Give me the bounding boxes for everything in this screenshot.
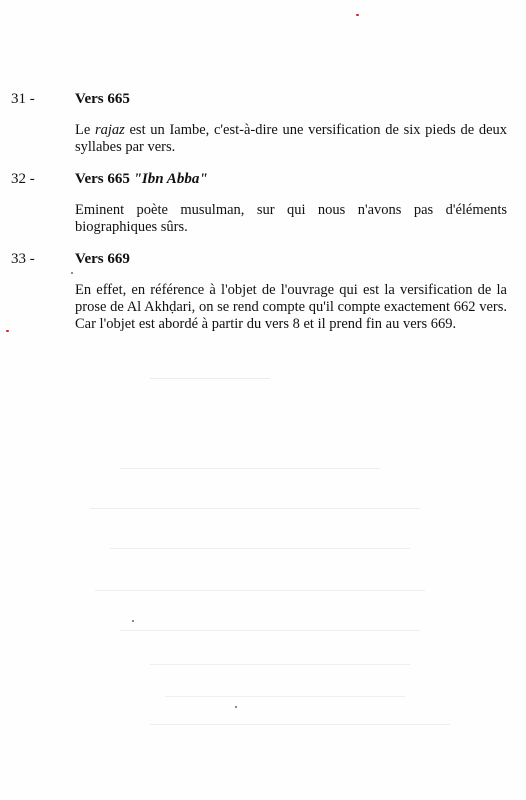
scan-dot — [235, 706, 237, 708]
scan-speck — [6, 330, 9, 332]
note-heading — [75, 170, 208, 188]
note-body — [75, 122, 507, 156]
note-number: 32 - — [11, 171, 35, 187]
bleed-through — [0, 360, 526, 800]
note-heading-text: Vers 665 — [75, 171, 134, 187]
scan-speck — [356, 14, 359, 16]
scan-dot — [132, 620, 134, 622]
note-body-lead: Le — [75, 122, 95, 138]
note-heading: Vers 669 — [75, 251, 130, 267]
note-body: Eminent poète musulman, sur qui nous n'avons pas d'éléments biographiques sûrs. — [75, 202, 507, 235]
note-number: 31 - — [11, 91, 35, 107]
note-body: En effet, en référence à l'objet de l'ouvrage qui est la versification de la prose de Al Akhḍari, on se rend compte qu'il compte exactement 662 vers. Car l'objet est abordé à partir du vers 8 et il prend fin au vers 669. — [75, 282, 507, 332]
note-heading: Vers 665 — [75, 91, 130, 107]
note-heading-name: "Ibn Abba" — [133, 171, 208, 187]
scan-dot — [71, 272, 73, 274]
note-body-emphasis: rajaz — [94, 122, 125, 138]
note-body-rest: est un Iambe, c'est-à-dire une versification de six pieds de deux syllabes par vers. — [75, 122, 508, 155]
note-number: 33 - — [11, 251, 35, 267]
